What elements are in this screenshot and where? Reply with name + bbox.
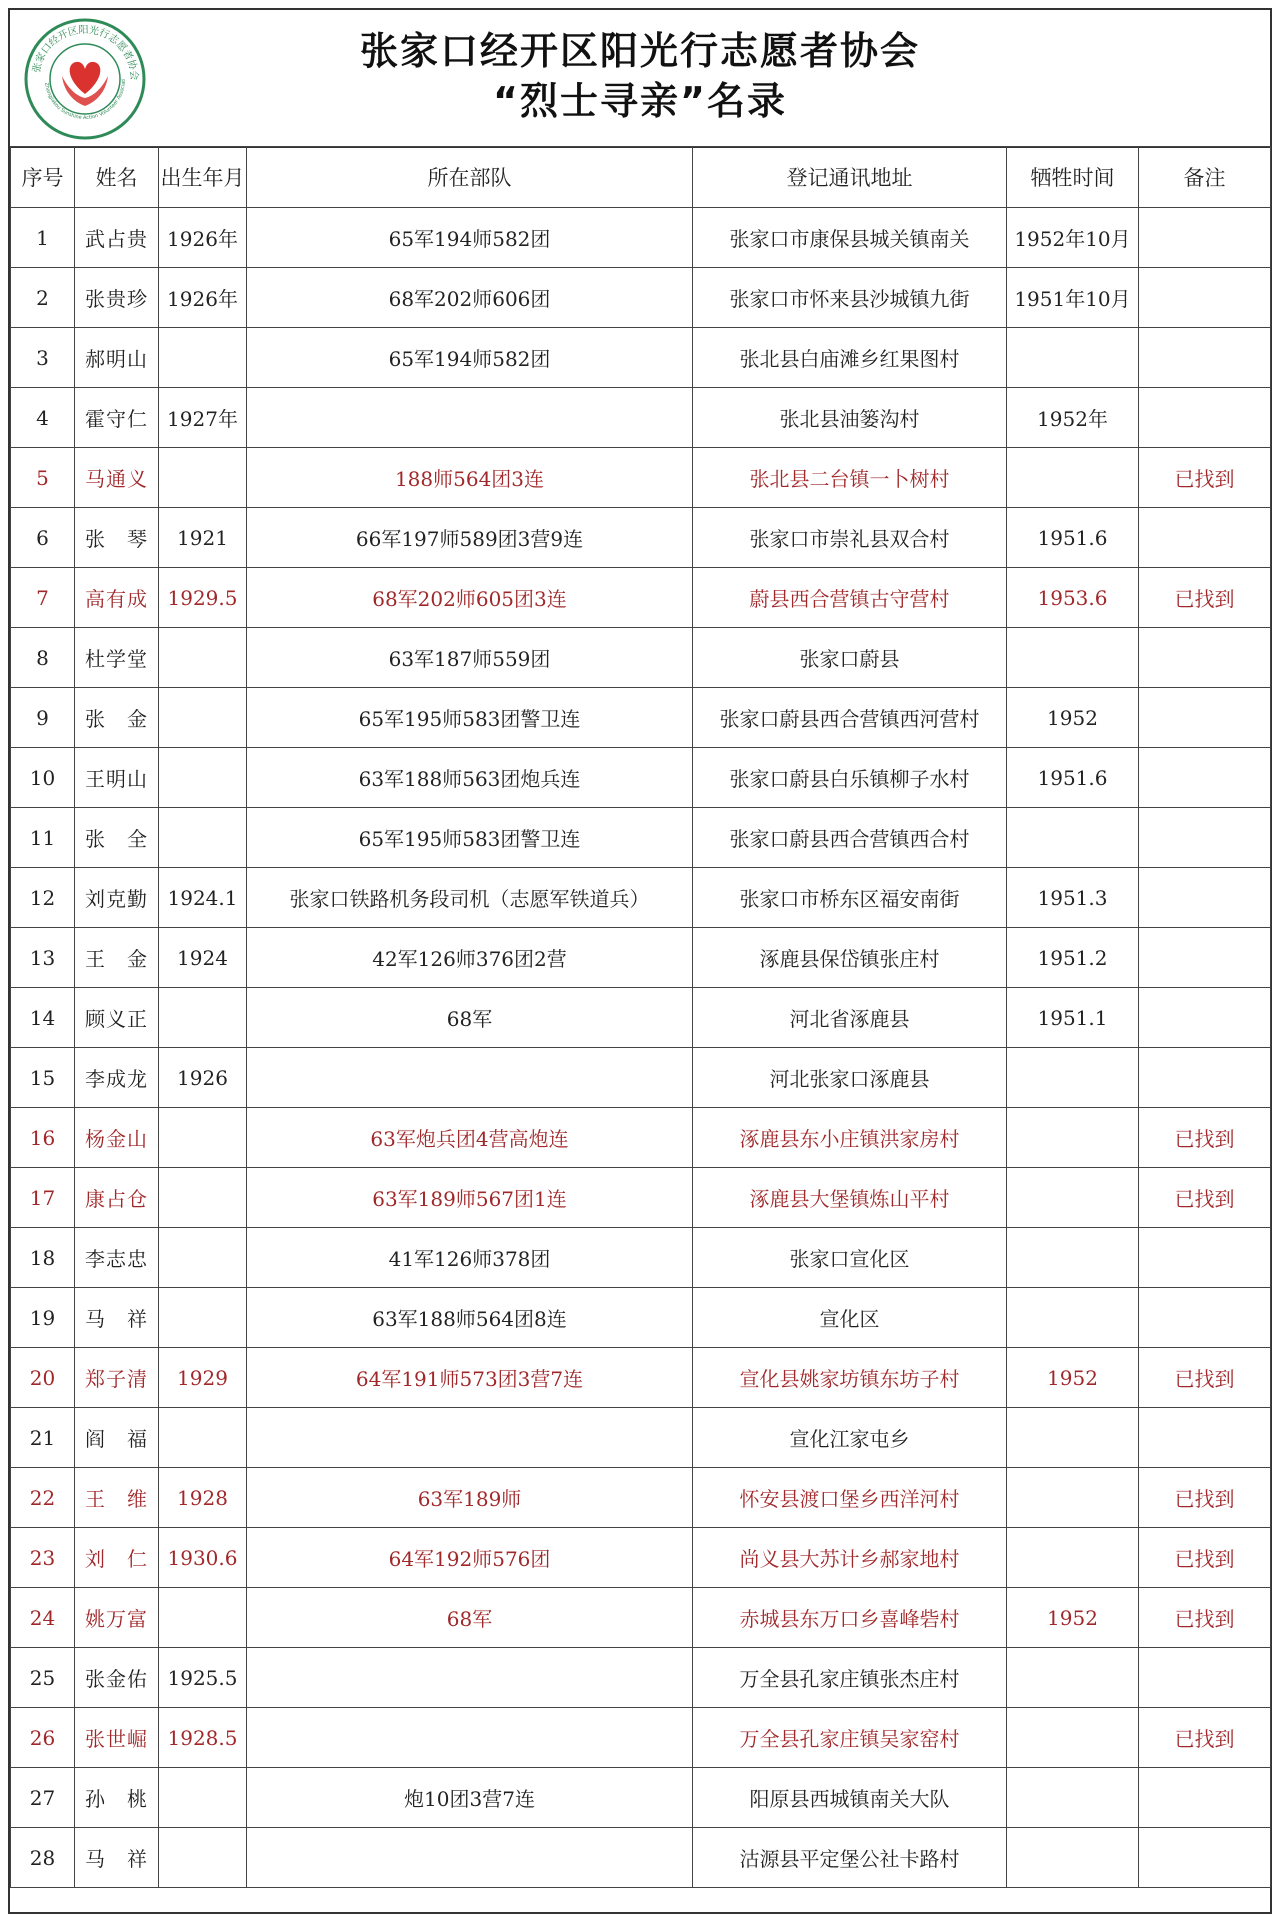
table-row [11, 1528, 1271, 1588]
cell-name: 杨金山 [75, 1108, 159, 1168]
cell-address: 张北县白庙滩乡红果图村 [693, 328, 1007, 388]
association-logo-icon [22, 16, 148, 142]
cell-birth [159, 1228, 247, 1288]
cell-name: 姚万富 [75, 1588, 159, 1648]
cell-birth: 1926年 [159, 208, 247, 268]
cell-address: 张家口蔚县 [693, 628, 1007, 688]
table-row [11, 1108, 1271, 1168]
cell-address: 万全县孔家庄镇张杰庄村 [693, 1648, 1007, 1708]
title-line-2: “烈士寻亲”名录 [493, 79, 787, 123]
cell-no: 11 [11, 808, 75, 868]
roster-sheet [8, 8, 1272, 1914]
cell-note [1139, 1228, 1271, 1288]
cell-address: 河北省涿鹿县 [693, 988, 1007, 1048]
cell-note [1139, 868, 1271, 928]
table-row [11, 388, 1271, 448]
cell-no: 4 [11, 388, 75, 448]
cell-no: 23 [11, 1528, 75, 1588]
column-header-note: 备注 [1139, 147, 1271, 208]
table-row [11, 628, 1271, 688]
cell-address: 宣化县姚家坊镇东坊子村 [693, 1348, 1007, 1408]
cell-birth [159, 628, 247, 688]
cell-unit: 64军191师573团3营7连 [247, 1348, 693, 1408]
cell-no: 10 [11, 748, 75, 808]
cell-death: 1952 [1007, 688, 1139, 748]
logo-ring-text: 张家口经开区阳光行志愿者协会 [31, 24, 140, 81]
cell-birth [159, 688, 247, 748]
cell-no: 21 [11, 1408, 75, 1468]
cell-address: 张家口市崇礼县双合村 [693, 508, 1007, 568]
cell-birth: 1925.5 [159, 1648, 247, 1708]
cell-unit: 63军187师559团 [247, 628, 693, 688]
cell-death: 1952 [1007, 1588, 1139, 1648]
cell-address: 涿鹿县保岱镇张庄村 [693, 928, 1007, 988]
cell-note: 已找到 [1139, 1348, 1271, 1408]
cell-name: 高有成 [75, 568, 159, 628]
cell-name: 马 祥 [75, 1288, 159, 1348]
cell-death [1007, 1288, 1139, 1348]
cell-no: 2 [11, 268, 75, 328]
cell-unit: 63军188师563团炮兵连 [247, 748, 693, 808]
table-body [11, 208, 1271, 1888]
cell-address: 阳原县西城镇南关大队 [693, 1768, 1007, 1828]
table-row [11, 328, 1271, 388]
cell-birth [159, 448, 247, 508]
cell-name: 郑子清 [75, 1348, 159, 1408]
cell-name: 顾义正 [75, 988, 159, 1048]
cell-no: 13 [11, 928, 75, 988]
cell-address: 张家口蔚县白乐镇柳子水村 [693, 748, 1007, 808]
cell-no: 17 [11, 1168, 75, 1228]
cell-name: 孙 桃 [75, 1768, 159, 1828]
cell-birth [159, 1588, 247, 1648]
cell-birth [159, 808, 247, 868]
cell-note [1139, 208, 1271, 268]
cell-name: 武占贵 [75, 208, 159, 268]
column-header-no: 序号 [11, 147, 75, 208]
cell-birth: 1928.5 [159, 1708, 247, 1768]
cell-birth: 1930.6 [159, 1528, 247, 1588]
cell-note: 已找到 [1139, 1528, 1271, 1588]
cell-birth: 1924.1 [159, 868, 247, 928]
cell-note: 已找到 [1139, 1108, 1271, 1168]
table-row [11, 1648, 1271, 1708]
cell-unit: 65军194师582团 [247, 208, 693, 268]
cell-name: 李志忠 [75, 1228, 159, 1288]
cell-death [1007, 1828, 1139, 1888]
table-row [11, 868, 1271, 928]
cell-unit [247, 1048, 693, 1108]
title-line-1: 张家口经开区阳光行志愿者协会 [359, 29, 920, 73]
cell-address: 赤城县东万口乡喜峰砦村 [693, 1588, 1007, 1648]
cell-no: 6 [11, 508, 75, 568]
cell-no: 5 [11, 448, 75, 508]
cell-unit [247, 1648, 693, 1708]
table-row [11, 1228, 1271, 1288]
cell-note [1139, 1828, 1271, 1888]
cell-birth: 1924 [159, 928, 247, 988]
cell-no: 22 [11, 1468, 75, 1528]
cell-name: 王 金 [75, 928, 159, 988]
roster-header [10, 10, 1270, 148]
cell-unit [247, 388, 693, 448]
cell-name: 杜学堂 [75, 628, 159, 688]
cell-note [1139, 328, 1271, 388]
cell-death [1007, 1408, 1139, 1468]
cell-no: 12 [11, 868, 75, 928]
cell-name: 张 金 [75, 688, 159, 748]
cell-unit: 63军189师 [247, 1468, 693, 1528]
cell-note: 已找到 [1139, 448, 1271, 508]
cell-note [1139, 1288, 1271, 1348]
cell-death: 1952年10月 [1007, 208, 1139, 268]
cell-address: 张家口宣化区 [693, 1228, 1007, 1288]
cell-address: 蔚县西合营镇古守营村 [693, 568, 1007, 628]
cell-unit: 68军202师606团 [247, 268, 693, 328]
cell-address: 张北县二台镇一卜树村 [693, 448, 1007, 508]
roster-title [160, 26, 1120, 126]
table-row [11, 208, 1271, 268]
cell-death [1007, 1048, 1139, 1108]
cell-birth [159, 988, 247, 1048]
cell-death [1007, 1708, 1139, 1768]
cell-note: 已找到 [1139, 1708, 1271, 1768]
cell-death [1007, 628, 1139, 688]
cell-birth [159, 1408, 247, 1468]
cell-birth: 1929 [159, 1348, 247, 1408]
table-row [11, 1468, 1271, 1528]
martyrs-table [10, 146, 1271, 1888]
cell-name: 刘克勤 [75, 868, 159, 928]
cell-unit: 63军188师564团8连 [247, 1288, 693, 1348]
cell-note [1139, 808, 1271, 868]
cell-unit [247, 1708, 693, 1768]
cell-death [1007, 1228, 1139, 1288]
cell-name: 张金佑 [75, 1648, 159, 1708]
cell-address: 张家口市桥东区福安南街 [693, 868, 1007, 928]
cell-death [1007, 1168, 1139, 1228]
cell-no: 14 [11, 988, 75, 1048]
cell-unit: 63军189师567团1连 [247, 1168, 693, 1228]
cell-unit: 炮10团3营7连 [247, 1768, 693, 1828]
cell-unit: 68军 [247, 988, 693, 1048]
cell-birth [159, 1168, 247, 1228]
cell-birth: 1926年 [159, 268, 247, 328]
cell-birth: 1929.5 [159, 568, 247, 628]
cell-unit: 65军195师583团警卫连 [247, 688, 693, 748]
cell-note: 已找到 [1139, 1168, 1271, 1228]
cell-name: 张 全 [75, 808, 159, 868]
table-row [11, 448, 1271, 508]
cell-address: 尚义县大苏计乡郝家地村 [693, 1528, 1007, 1588]
cell-birth [159, 328, 247, 388]
cell-address: 河北张家口涿鹿县 [693, 1048, 1007, 1108]
cell-name: 王 维 [75, 1468, 159, 1528]
cell-note [1139, 388, 1271, 448]
column-header-name: 姓名 [75, 147, 159, 208]
table-row [11, 1768, 1271, 1828]
cell-note [1139, 268, 1271, 328]
cell-address: 张家口市康保县城关镇南关 [693, 208, 1007, 268]
cell-unit [247, 1408, 693, 1468]
table-row [11, 988, 1271, 1048]
table-row [11, 1288, 1271, 1348]
cell-death: 1951.6 [1007, 508, 1139, 568]
cell-birth [159, 1108, 247, 1168]
table-row [11, 928, 1271, 988]
cell-death: 1951.3 [1007, 868, 1139, 928]
table-row [11, 1408, 1271, 1468]
cell-unit: 42军126师376团2营 [247, 928, 693, 988]
cell-address: 万全县孔家庄镇吴家窑村 [693, 1708, 1007, 1768]
cell-no: 28 [11, 1828, 75, 1888]
cell-note [1139, 1648, 1271, 1708]
cell-death: 1951.2 [1007, 928, 1139, 988]
cell-unit: 张家口铁路机务段司机（志愿军铁道兵） [247, 868, 693, 928]
cell-no: 15 [11, 1048, 75, 1108]
cell-death [1007, 1528, 1139, 1588]
cell-no: 24 [11, 1588, 75, 1648]
cell-note [1139, 1408, 1271, 1468]
cell-address: 怀安县渡口堡乡西洋河村 [693, 1468, 1007, 1528]
cell-note [1139, 988, 1271, 1048]
column-header-unit: 所在部队 [247, 147, 693, 208]
cell-address: 宣化区 [693, 1288, 1007, 1348]
cell-address: 张家口市怀来县沙城镇九街 [693, 268, 1007, 328]
cell-address: 张家口蔚县西合营镇西河营村 [693, 688, 1007, 748]
cell-unit: 63军炮兵团4营高炮连 [247, 1108, 693, 1168]
cell-birth [159, 1288, 247, 1348]
cell-name: 张 琴 [75, 508, 159, 568]
cell-note [1139, 628, 1271, 688]
cell-death: 1952 [1007, 1348, 1139, 1408]
cell-birth: 1926 [159, 1048, 247, 1108]
cell-address: 张北县油篓沟村 [693, 388, 1007, 448]
cell-no: 16 [11, 1108, 75, 1168]
cell-name: 李成龙 [75, 1048, 159, 1108]
table-row [11, 1708, 1271, 1768]
cell-unit: 68军 [247, 1588, 693, 1648]
cell-no: 19 [11, 1288, 75, 1348]
table-row [11, 1348, 1271, 1408]
cell-address: 宣化江家屯乡 [693, 1408, 1007, 1468]
table-row [11, 1588, 1271, 1648]
table-row [11, 268, 1271, 328]
cell-death: 1951.6 [1007, 748, 1139, 808]
cell-death [1007, 1648, 1139, 1708]
cell-unit: 65军194师582团 [247, 328, 693, 388]
cell-note: 已找到 [1139, 1588, 1271, 1648]
cell-note [1139, 1048, 1271, 1108]
cell-note: 已找到 [1139, 568, 1271, 628]
column-header-address: 登记通讯地址 [693, 147, 1007, 208]
cell-no: 8 [11, 628, 75, 688]
cell-name: 王明山 [75, 748, 159, 808]
cell-no: 1 [11, 208, 75, 268]
cell-no: 18 [11, 1228, 75, 1288]
cell-death [1007, 328, 1139, 388]
cell-no: 20 [11, 1348, 75, 1408]
cell-birth [159, 1768, 247, 1828]
cell-note [1139, 928, 1271, 988]
table-row [11, 1168, 1271, 1228]
cell-note: 已找到 [1139, 1468, 1271, 1528]
cell-unit: 65军195师583团警卫连 [247, 808, 693, 868]
cell-birth [159, 1828, 247, 1888]
cell-no: 26 [11, 1708, 75, 1768]
cell-unit: 66军197师589团3营9连 [247, 508, 693, 568]
cell-no: 25 [11, 1648, 75, 1708]
cell-birth: 1928 [159, 1468, 247, 1528]
cell-name: 张世崛 [75, 1708, 159, 1768]
cell-death [1007, 1768, 1139, 1828]
cell-name: 刘 仁 [75, 1528, 159, 1588]
cell-name: 张贵珍 [75, 268, 159, 328]
table-header-row [11, 147, 1271, 208]
cell-death: 1951.1 [1007, 988, 1139, 1048]
table-row [11, 508, 1271, 568]
cell-death [1007, 1108, 1139, 1168]
cell-no: 7 [11, 568, 75, 628]
cell-death: 1953.6 [1007, 568, 1139, 628]
table-row [11, 688, 1271, 748]
logo-ring-text-en: Zhangjiakou Sunshine Action Volunteer Associati [43, 78, 128, 122]
cell-address: 涿鹿县东小庄镇洪家房村 [693, 1108, 1007, 1168]
cell-death: 1951年10月 [1007, 268, 1139, 328]
column-header-death: 牺牲时间 [1007, 147, 1139, 208]
cell-death [1007, 448, 1139, 508]
cell-name: 康占仓 [75, 1168, 159, 1228]
column-header-birth: 出生年月 [159, 147, 247, 208]
cell-death [1007, 1468, 1139, 1528]
cell-note [1139, 688, 1271, 748]
cell-birth: 1927年 [159, 388, 247, 448]
cell-address: 涿鹿县大堡镇炼山平村 [693, 1168, 1007, 1228]
cell-birth: 1921 [159, 508, 247, 568]
cell-note [1139, 1768, 1271, 1828]
cell-unit [247, 1828, 693, 1888]
cell-name: 阎 福 [75, 1408, 159, 1468]
cell-name: 马 祥 [75, 1828, 159, 1888]
cell-name: 马通义 [75, 448, 159, 508]
cell-birth [159, 748, 247, 808]
cell-name: 郝明山 [75, 328, 159, 388]
table-row [11, 568, 1271, 628]
table-row [11, 748, 1271, 808]
cell-address: 沽源县平定堡公社卡路村 [693, 1828, 1007, 1888]
table-row [11, 808, 1271, 868]
cell-address: 张家口蔚县西合营镇西合村 [693, 808, 1007, 868]
cell-no: 27 [11, 1768, 75, 1828]
cell-name: 霍守仁 [75, 388, 159, 448]
cell-death: 1952年 [1007, 388, 1139, 448]
table-row [11, 1828, 1271, 1888]
cell-unit: 68军202师605团3连 [247, 568, 693, 628]
cell-death [1007, 808, 1139, 868]
cell-unit: 188师564团3连 [247, 448, 693, 508]
cell-unit: 64军192师576团 [247, 1528, 693, 1588]
table-row [11, 1048, 1271, 1108]
cell-unit: 41军126师378团 [247, 1228, 693, 1288]
cell-note [1139, 508, 1271, 568]
cell-note [1139, 748, 1271, 808]
cell-no: 9 [11, 688, 75, 748]
cell-no: 3 [11, 328, 75, 388]
